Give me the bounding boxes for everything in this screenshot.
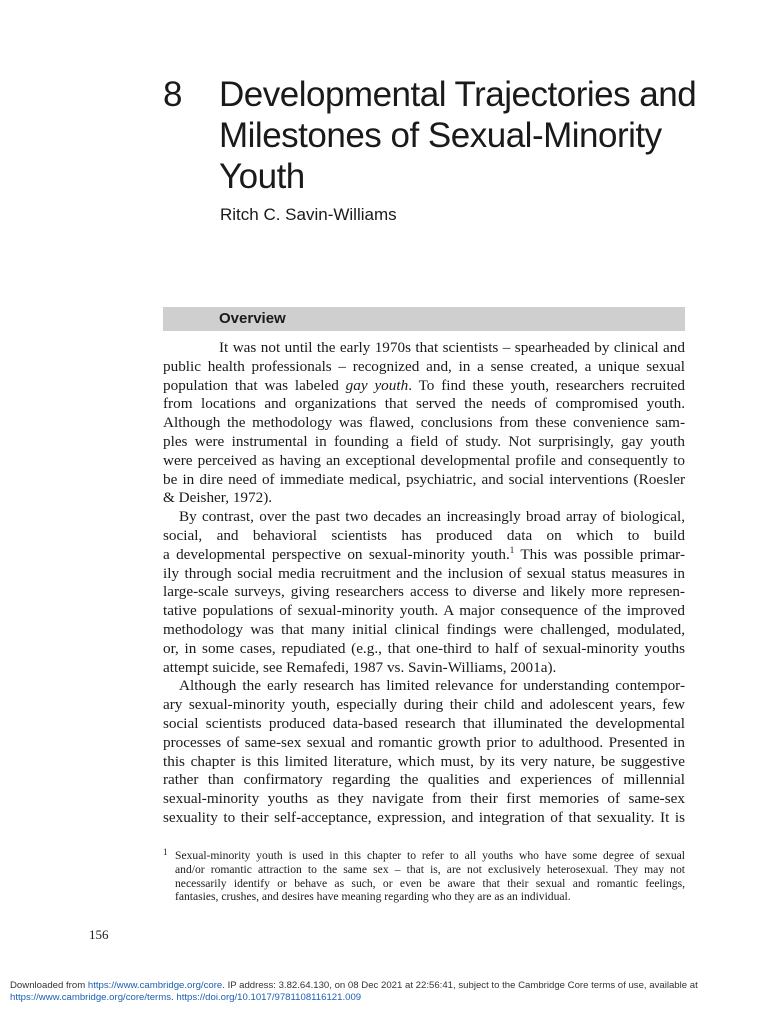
text-run: a developmental perspective on sexual-minority youth. (163, 545, 510, 563)
body-line (163, 377, 685, 396)
body-line: be in dire need of immediate medical, psychiatric, and social interventions (Roesler (163, 470, 685, 488)
download-sep: . (171, 992, 177, 1004)
body-line: tative populations of sexual-minority youth. A major consequence of the improved (163, 602, 685, 620)
text-run: This was possible primar- (514, 545, 685, 563)
footnote-mark: 1 (163, 847, 168, 857)
footnote-line: necessarily identify or behave as such, or even be aware that their sexual and romantic feelings, (175, 876, 685, 890)
body-line: By contrast, over the past two decades an increasingly broad array of biological, (179, 508, 685, 526)
doi-link[interactable]: https://doi.org/10.1017/9781108116121.009 (176, 992, 362, 1004)
download-notice-line (10, 980, 760, 992)
chapter-number: 8 (163, 75, 183, 114)
chapter-title-line: Youth (219, 157, 305, 196)
download-middle: . IP address: 3.82.64.130, on 08 Dec 2021 at 22:56:41, subject to the Cambridge Core terms of use, available at (222, 980, 698, 991)
footnote-reference[interactable]: 1 (509, 544, 515, 555)
footnote-line: fantasies, crushes, and desires have meaning regarding who they are as an individual. (175, 890, 571, 904)
body-line: ary sexual-minority youth, especially during their child and adolescent years, few (163, 696, 685, 714)
italic-term: gay youth (345, 376, 409, 394)
footnote (163, 849, 685, 904)
body-line (163, 546, 685, 565)
body-line: methodology was that many initial clinical findings were challenged, modulated, (163, 620, 685, 638)
chapter-author: Ritch C. Savin-Williams (220, 205, 397, 224)
download-notice-line (10, 992, 760, 1004)
body-line: large-scale surveys, giving researchers access to diverse and likely more represen- (163, 583, 685, 601)
footnote-line: and/or romantic attraction to the same sex – that is, are not exclusively heterosexual. They may not (175, 862, 685, 876)
body-line: were perceived as having an exceptional developmental profile and consequently to (163, 451, 685, 469)
download-prefix: Downloaded from (10, 980, 88, 991)
body-line: ily through social media recruitment and the inclusion of sexual status measures in (163, 564, 685, 582)
body-line: sexuality to their self-acceptance, expression, and integration of that sexuality. It is (163, 808, 685, 826)
body-line: or, in some cases, repudiated (e.g., that one-third to half of sexual-minority youths (163, 639, 685, 657)
text-run: . To find these youth, researchers recruited (408, 376, 685, 394)
chapter-title-line: Developmental Trajectories and (219, 75, 697, 114)
body-line: this chapter is this limited literature, which must, by its very nature, be suggestive (163, 752, 685, 770)
section-heading-bar (163, 307, 685, 331)
body-line: ples were instrumental in founding a field of study. Not surprisingly, gay youth (163, 432, 685, 450)
body-line: sexual-minority youths as they navigate from their first memories of same-sex (163, 790, 685, 808)
body-line: rather than confirmatory regarding the qualities and experiences of millennial (163, 771, 685, 789)
download-notice (10, 980, 760, 1005)
body-line: social scientists produced data-based research that illuminated the developmental (163, 714, 685, 732)
section-heading: Overview (219, 310, 286, 327)
body-line: public health professionals – recognized and, in a sense created, a unique sexual (163, 357, 685, 375)
footnote-line: Sexual-minority youth is used in this chapter to refer to all youths who have some degree of sexual (175, 849, 685, 862)
body-line: social, and behavioral scientists has produced data on which to build (163, 526, 685, 544)
body-text (163, 339, 685, 828)
body-line: attempt suicide, see Remafedi, 1987 vs. Savin-Williams, 2001a). (163, 658, 557, 676)
chapter-title (219, 74, 719, 197)
body-line: Although the early research has limited relevance for understanding contempor- (179, 677, 685, 695)
body-line: processes of same-sex sexual and romantic growth prior to adulthood. Presented in (163, 733, 685, 751)
body-line: & Deisher, 1972). (163, 489, 273, 507)
body-line: from locations and organizations that served the needs of compromised youth. (163, 395, 685, 413)
body-line: Although the methodology was flawed, conclusions from these convenience sam- (163, 414, 685, 432)
chapter-title-line: Milestones of Sexual-Minority (219, 116, 662, 155)
core-link[interactable]: https://www.cambridge.org/core (87, 980, 223, 991)
terms-link[interactable]: https://www.cambridge.org/core/terms (10, 992, 172, 1004)
text-run: population that was labeled (163, 376, 346, 394)
page-number: 156 (89, 927, 109, 942)
body-line: It was not until the early 1970s that scientists – spearheaded by clinical and (219, 339, 685, 356)
